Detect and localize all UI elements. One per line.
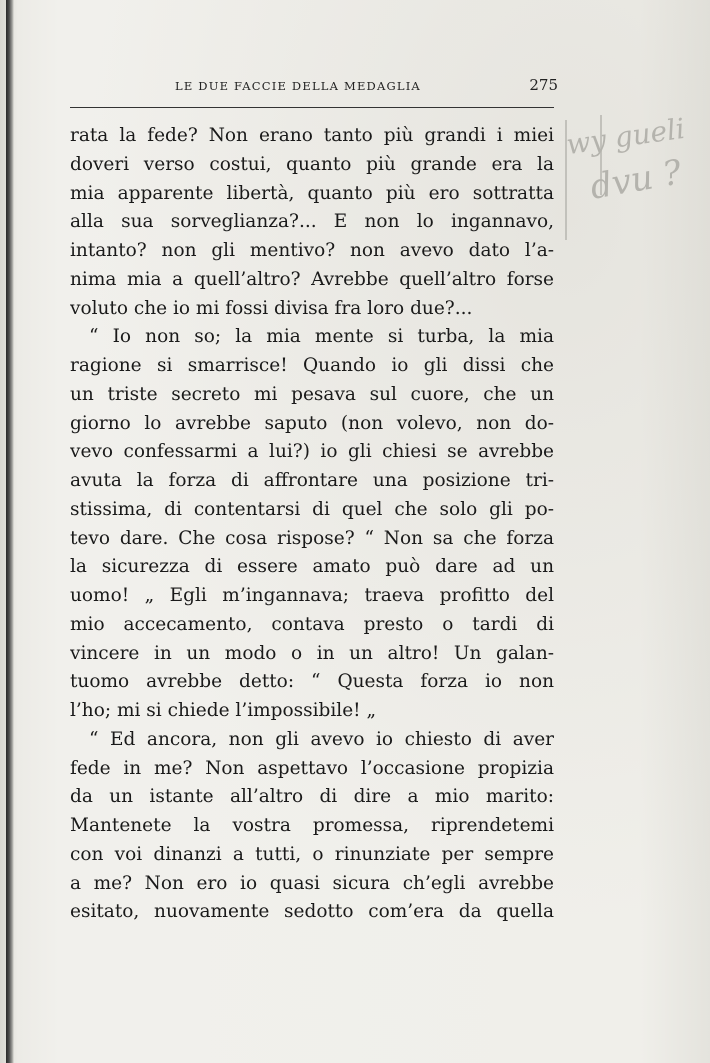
text-line: “ Ed ancora, non gli avevo io chiesto di aver (89, 728, 554, 750)
text-line: tevo dare. Che cosa rispose? “ Non sa che forza (70, 527, 554, 549)
page-number: 275 (529, 76, 558, 94)
text-line: giorno lo avrebbe saputo (non volevo, non do- (70, 412, 554, 434)
text-line: nima mia a quell’altro? Avrebbe quell’altro forse (70, 268, 554, 290)
text-line: un triste secreto mi pesava sul cuore, che un (70, 383, 554, 405)
text-line: alla sua sorveglianza?... E non lo ingannavo, (70, 211, 554, 233)
body-text (70, 122, 554, 927)
text-line: mio accecamento, contava presto o tardi di (70, 613, 554, 635)
text-line: Mantenete la vostra promessa, riprendetemi (70, 815, 554, 836)
running-title: LE DUE FACCIE DELLA MEDAGLIA (175, 79, 421, 93)
text-line: voluto che io mi fossi divisa fra loro due?... (70, 297, 473, 319)
text-line: la sicurezza di essere amato può dare ad un (70, 556, 554, 578)
text-line: esitato, nuovamente sedotto com’era da quella (70, 901, 554, 923)
page-binding-edge (6, 0, 14, 1063)
margin-handwritten-note: wy gueli (564, 111, 687, 162)
text-line: ragione si smarrisce! Quando io gli dissi che (70, 355, 554, 376)
margin-handwritten-note: dvu ? (587, 152, 685, 208)
text-line: vincere in un modo o in un altro! Un galan- (70, 642, 554, 664)
text-line: tuomo avrebbe detto: “ Questa forza io non (70, 671, 554, 693)
text-line: stissima, di contentarsi di quel che solo gli po- (70, 498, 554, 520)
text-line: intanto? non gli mentivo? non avevo dato l’a- (70, 240, 554, 261)
text-line: “ Io non so; la mia mente si turba, la mia (89, 326, 554, 348)
text-line: da un istante all’altro di dire a mio marito: (70, 786, 554, 808)
text-line: rata la fede? Non erano tanto più grandi i miei (70, 125, 554, 146)
text-line: avuta la forza di affrontare una posizione tri- (70, 470, 554, 491)
text-line: a me? Non ero io quasi sicura ch’egli avrebbe (70, 872, 554, 894)
text-line: fede in me? Non aspettavo l’occasione propizia (70, 757, 554, 779)
header-rule (70, 107, 554, 108)
text-line: con voi dinanzi a tutti, o rinunziate per sempre (70, 843, 554, 865)
text-line: mia apparente libertà, quanto più ero sottratta (70, 182, 554, 204)
text-line: l’ho; mi si chiede l’impossibile! „ (70, 700, 377, 721)
text-line: vevo confessarmi a lui?) io gli chiesi se avrebbe (70, 441, 554, 463)
text-line: doveri verso costui, quanto più grande era la (70, 153, 554, 175)
text-line: uomo! „ Egli m’ingannava; traeva profitto del (70, 585, 554, 606)
